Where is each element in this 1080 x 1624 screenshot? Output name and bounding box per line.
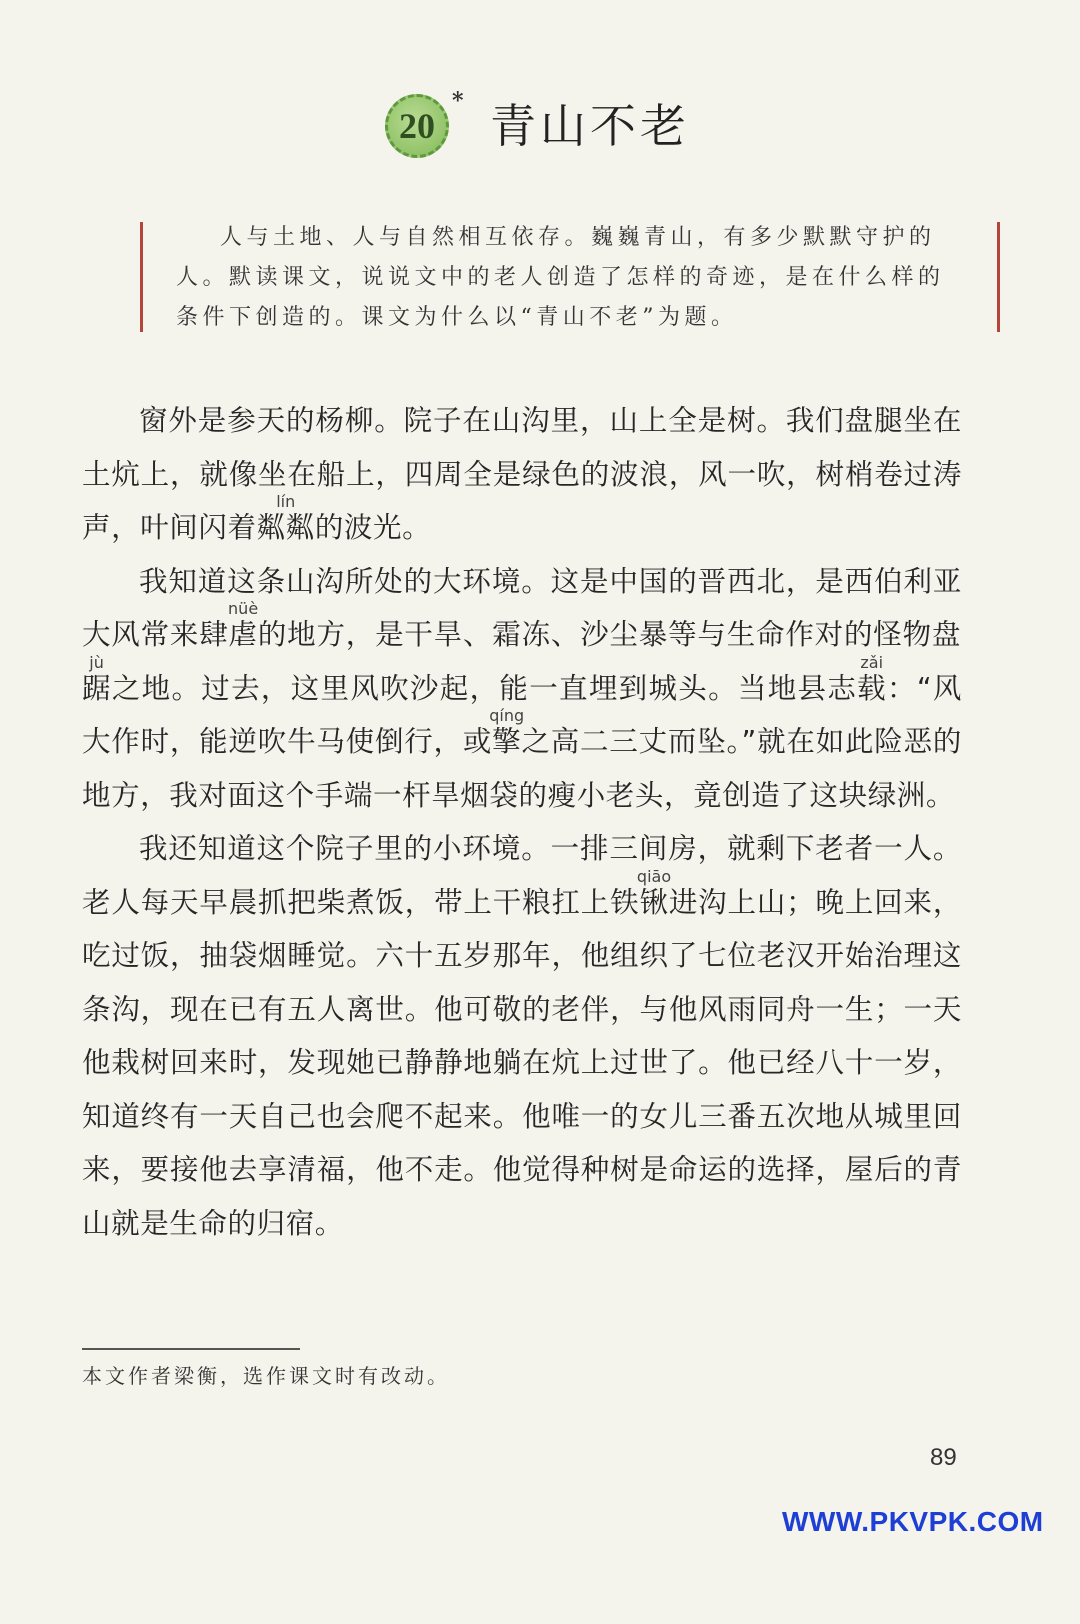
paragraph-2 <box>82 555 962 823</box>
pinyin-annotation <box>228 599 259 651</box>
pinyin: jù <box>82 652 112 672</box>
guide-left-bar <box>140 222 143 332</box>
pinyin: qiāo <box>636 866 672 886</box>
paragraph-text: 的波光。 <box>314 511 432 544</box>
reading-guide-text: 人与土地、人与自然相互依存。巍巍青山，有多少默默守护的人。默读课文，说说文中的老人创造了怎样的奇迹，是在什么样的条件下创造的。课文为什么以“青山不老”为题。 <box>176 225 945 330</box>
reading-guide-box <box>140 218 1000 336</box>
annotated-char: 踞 <box>82 671 112 705</box>
paragraph-text: 之地。过去，这里风吹沙起，能一直埋到城头。当地县志 <box>111 671 858 705</box>
paragraph-text: 窗外是参天的杨柳。院子在山沟里，山上全是树。我们盘腿坐在土炕上，就像坐在船上，四周全是绿色的波浪，风一吹，树梢卷过涛声，叶间闪着 <box>82 404 962 544</box>
annotated-char: 虐 <box>228 618 259 651</box>
lesson-title: 青山不老 <box>490 99 690 153</box>
lesson-number: 20 <box>399 106 435 146</box>
watermark: WWW.PKVPK.COM <box>782 1506 1044 1537</box>
footnote: 本文作者梁衡，选作课文时有改动。 <box>82 1364 450 1388</box>
pinyin: lín <box>256 492 315 511</box>
paragraph-text: 我还知道这个院子里的小环境。一排三间房，就剩下老者一人。老人每天早晨抓把柴煮饭，带上干粮扛上铁 <box>82 832 962 919</box>
pinyin-annotation <box>82 652 112 705</box>
pinyin-annotation <box>857 652 887 705</box>
pinyin: qíng <box>489 706 525 725</box>
annotated-char: 擎 <box>489 725 525 758</box>
pinyin-annotation <box>256 492 315 544</box>
lesson-header <box>0 88 1080 168</box>
guide-right-bar <box>997 222 1000 332</box>
annotated-char: 锹 <box>636 885 672 919</box>
paragraph-text: ：“风大作时，能逆吹牛马使倒行，或 <box>82 671 962 758</box>
paragraph-text: 进沟上山；晚上回来，吃过饭，抽袋烟睡觉。六十五岁那年，他组织了七位老汉开始治理这条沟，现在已有五人离世。他可敬的老伴，与他风雨同舟一生；一天他栽树回来时，发现她已静静地躺在炕上过世了。他已经八十一岁，知道终有一天自己也会爬不起来。他唯一的女儿三番五次地从城里回来，要接他去享清福，他不走。他觉得种树是命运的选择，屋后的青山就是生命的归宿。 <box>82 885 962 1240</box>
annotated-char: 载 <box>857 671 887 705</box>
self-study-marker: * <box>452 88 464 114</box>
paragraph-1 <box>82 394 962 555</box>
paragraph-text: 之高二三丈而坠。”就在如此险恶的地方，我对面这个手端一杆旱烟袋的瘦小老头，竟创造了这块绿洲。 <box>82 725 962 812</box>
paragraph-3 <box>82 822 962 1250</box>
pinyin: zǎi <box>857 652 887 672</box>
lesson-number-badge <box>385 94 449 158</box>
pinyin: nüè <box>228 599 259 618</box>
article-body <box>82 394 962 1250</box>
annotated-char: 粼粼 <box>256 511 315 544</box>
page-number: 89 <box>930 1444 957 1471</box>
paragraph-text: 的地方，是干旱、霜冻、沙尘暴等与生命作对的怪物盘 <box>257 618 961 651</box>
paragraph-text: 我知道这条山沟所处的大环境。这是中国的晋西北，是西伯利亚大风常来肆 <box>82 564 962 651</box>
pinyin-annotation <box>489 706 525 758</box>
pinyin-annotation <box>636 866 672 919</box>
footnote-divider <box>82 1348 300 1350</box>
